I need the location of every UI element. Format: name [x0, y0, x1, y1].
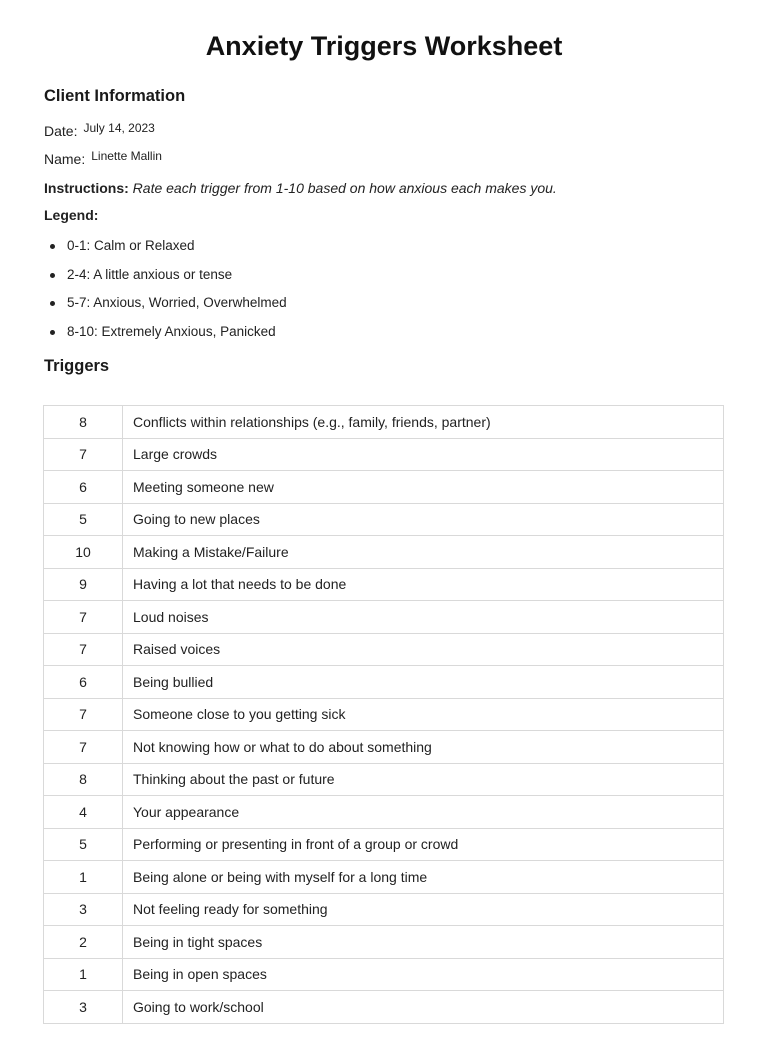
rating-cell: 1	[44, 861, 123, 894]
client-information-heading: Client Information	[44, 87, 186, 105]
table-row	[44, 698, 724, 731]
trigger-cell: Going to work/school	[123, 991, 724, 1024]
rating-cell: 5	[44, 503, 123, 536]
instructions-label: Instructions:	[44, 180, 129, 196]
triggers-heading: Triggers	[44, 357, 110, 375]
legend-item: 2-4: A little anxious or tense	[48, 265, 287, 294]
date-label: Date:	[44, 123, 78, 139]
rating-cell: 8	[44, 763, 123, 796]
rating-cell: 9	[44, 568, 123, 601]
trigger-cell: Being in tight spaces	[123, 926, 724, 959]
table-row	[44, 471, 724, 504]
table-row	[44, 926, 724, 959]
trigger-cell: Someone close to you getting sick	[123, 698, 724, 731]
trigger-cell: Not knowing how or what to do about something	[123, 731, 724, 764]
rating-cell: 6	[44, 666, 123, 699]
table-row	[44, 893, 724, 926]
name-label: Name:	[44, 151, 86, 167]
rating-cell: 7	[44, 438, 123, 471]
table-row	[44, 503, 724, 536]
legend-item: 0-1: Calm or Relaxed	[48, 236, 287, 265]
trigger-cell: Having a lot that needs to be done	[123, 568, 724, 601]
trigger-cell: Making a Mistake/Failure	[123, 536, 724, 569]
table-row	[44, 666, 724, 699]
rating-cell: 10	[44, 536, 123, 569]
trigger-cell: Not feeling ready for something	[123, 893, 724, 926]
trigger-cell: Large crowds	[123, 438, 724, 471]
instructions-text: Rate each trigger from 1-10 based on how anxious each makes you.	[132, 180, 557, 196]
table-row	[44, 828, 724, 861]
table-row	[44, 958, 724, 991]
trigger-cell: Meeting someone new	[123, 471, 724, 504]
table-row	[44, 406, 724, 439]
date-value: July 14, 2023	[83, 121, 155, 135]
trigger-cell: Going to new places	[123, 503, 724, 536]
table-row	[44, 861, 724, 894]
page-title: Anxiety Triggers Worksheet	[205, 31, 563, 61]
table-row	[44, 991, 724, 1024]
rating-cell: 3	[44, 991, 123, 1024]
table-row	[44, 796, 724, 829]
trigger-cell: Being in open spaces	[123, 958, 724, 991]
table-row	[44, 601, 724, 634]
rating-cell: 8	[44, 406, 123, 439]
rating-cell: 4	[44, 796, 123, 829]
table-row	[44, 731, 724, 764]
legend-item: 8-10: Extremely Anxious, Panicked	[48, 322, 287, 351]
name-field	[44, 151, 162, 167]
trigger-cell: Your appearance	[123, 796, 724, 829]
table-row	[44, 633, 724, 666]
rating-cell: 7	[44, 731, 123, 764]
rating-cell: 7	[44, 601, 123, 634]
trigger-cell: Performing or presenting in front of a group or crowd	[123, 828, 724, 861]
rating-cell: 3	[44, 893, 123, 926]
name-value: Linette Mallin	[91, 149, 162, 163]
table-row	[44, 568, 724, 601]
table-row	[44, 438, 724, 471]
trigger-cell: Raised voices	[123, 633, 724, 666]
legend-item: 5-7: Anxious, Worried, Overwhelmed	[48, 293, 287, 322]
legend-list	[48, 236, 287, 350]
triggers-table	[43, 405, 724, 1024]
rating-cell: 7	[44, 698, 123, 731]
legend-label: Legend:	[44, 207, 99, 223]
trigger-cell: Being alone or being with myself for a long time	[123, 861, 724, 894]
rating-cell: 1	[44, 958, 123, 991]
table-row	[44, 536, 724, 569]
rating-cell: 7	[44, 633, 123, 666]
instructions	[44, 180, 557, 196]
trigger-cell: Being bullied	[123, 666, 724, 699]
date-field	[44, 123, 155, 139]
rating-cell: 5	[44, 828, 123, 861]
rating-cell: 6	[44, 471, 123, 504]
trigger-cell: Thinking about the past or future	[123, 763, 724, 796]
table-row	[44, 763, 724, 796]
rating-cell: 2	[44, 926, 123, 959]
trigger-cell: Conflicts within relationships (e.g., family, friends, partner)	[123, 406, 724, 439]
trigger-cell: Loud noises	[123, 601, 724, 634]
